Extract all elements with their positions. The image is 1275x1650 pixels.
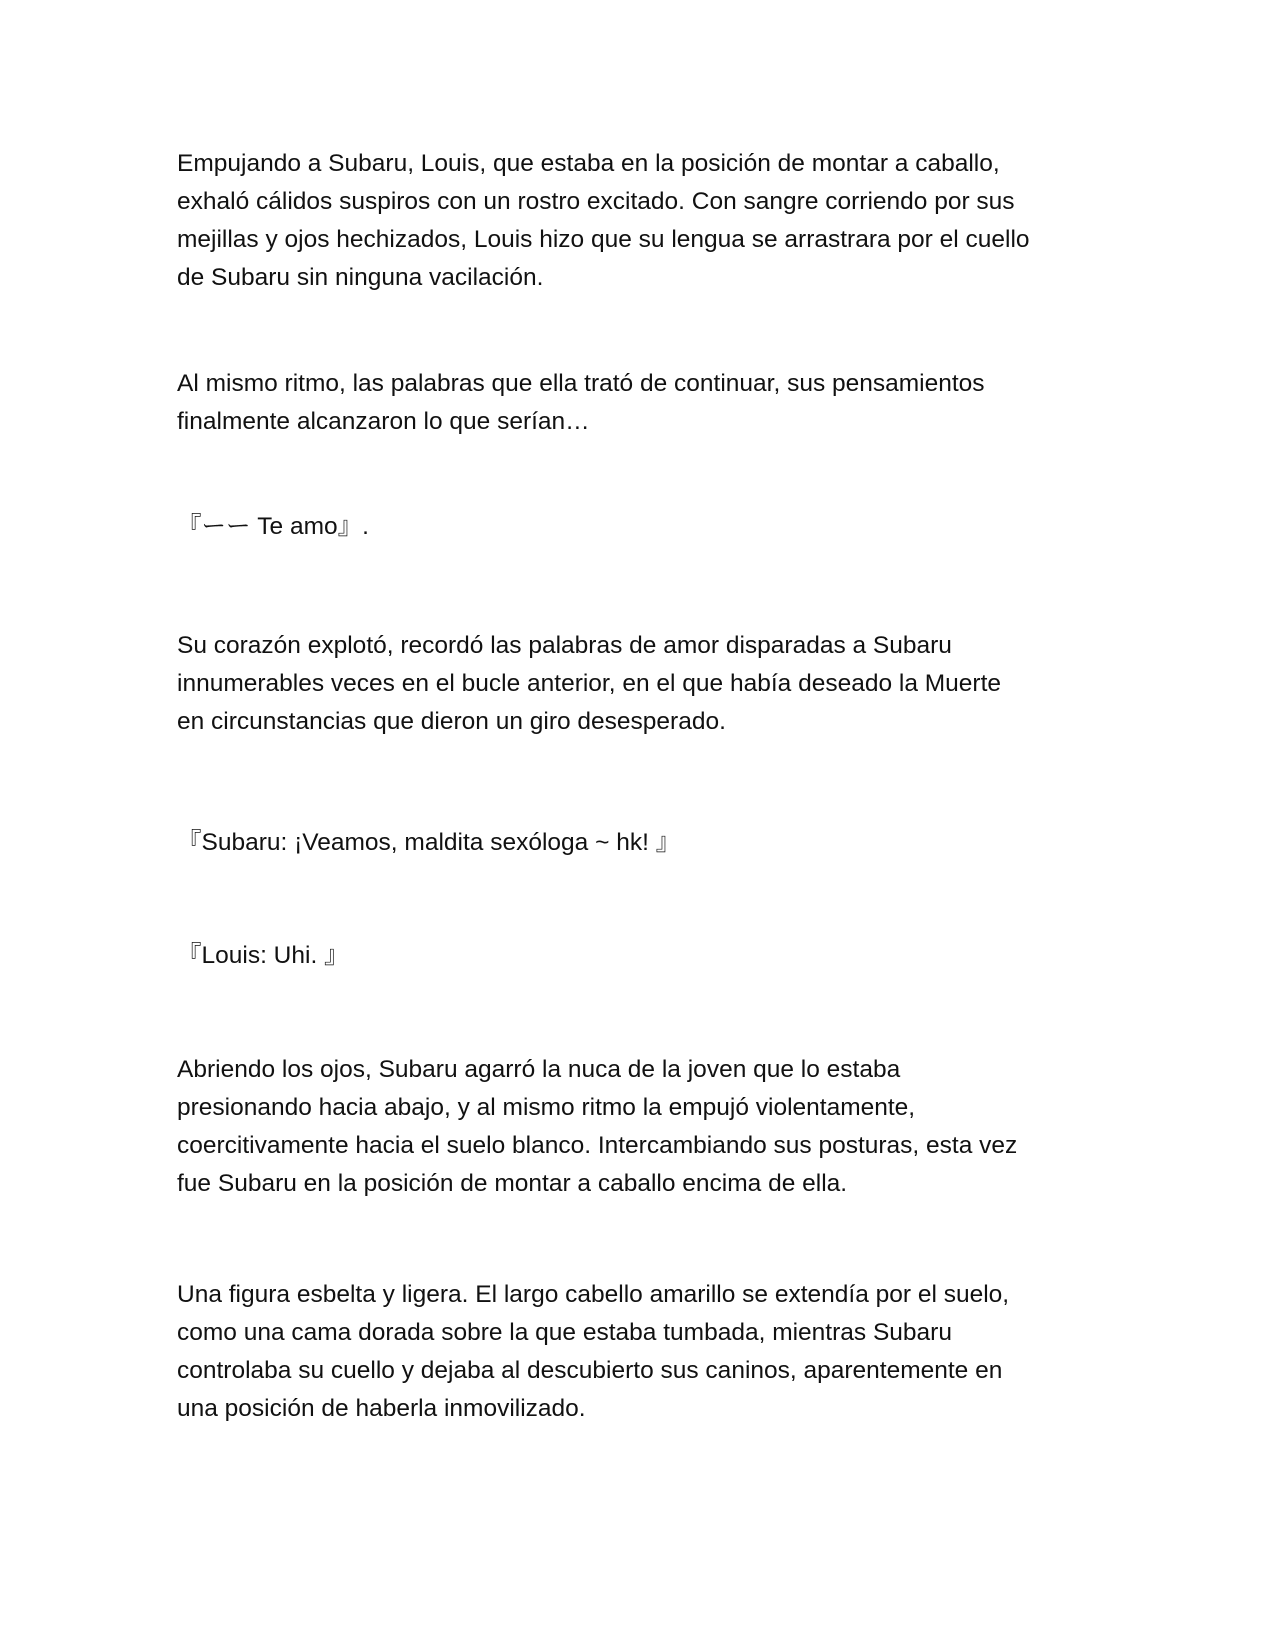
paragraph-line: como una cama dorada sobre la que estaba tumbada, mientras Subaru — [177, 1319, 952, 1346]
paragraph-line: Abriendo los ojos, Subaru agarró la nuca de la joven que lo estaba — [177, 1056, 901, 1083]
paragraph-line: una posición de haberla inmovilizado. — [177, 1395, 586, 1422]
paragraph-4 — [177, 1051, 1117, 1203]
dialogue-line: 『ーー Te amo』. — [177, 513, 369, 540]
paragraph-line: de Subaru sin ninguna vacilación. — [177, 264, 544, 291]
paragraph-line: controlaba su cuello y dejaba al descubierto sus caninos, aparentemente en — [177, 1357, 1003, 1384]
paragraph-line: Empujando a Subaru, Louis, que estaba en la posición de montar a caballo, — [177, 150, 1000, 177]
paragraph-line: coercitivamente hacia el suelo blanco. Intercambiando sus posturas, esta vez — [177, 1132, 1018, 1159]
paragraph-line: finalmente alcanzaron lo que serían… — [177, 408, 590, 435]
dialogue-te-amo — [177, 508, 1117, 546]
paragraph-line: innumerables veces en el bucle anterior, en el que había deseado la Muerte — [177, 670, 1002, 697]
paragraph-line: Su corazón explotó, recordó las palabras de amor disparadas a Subaru — [177, 632, 952, 659]
paragraph-line: en circunstancias que dieron un giro desesperado. — [177, 708, 726, 735]
paragraph-line: Al mismo ritmo, las palabras que ella trató de continuar, sus pensamientos — [177, 370, 985, 397]
dialogue-subaru — [177, 824, 1117, 862]
paragraph-3 — [177, 627, 1117, 741]
paragraph-line: mejillas y ojos hechizados, Louis hizo que su lengua se arrastrara por el cuello — [177, 226, 1030, 253]
paragraph-line: Una figura esbelta y ligera. El largo cabello amarillo se extendía por el suelo, — [177, 1281, 1010, 1308]
dialogue-louis — [177, 937, 1117, 975]
paragraph-2 — [177, 365, 1117, 441]
paragraph-5 — [177, 1276, 1117, 1428]
paragraph-1 — [177, 145, 1117, 297]
paragraph-line: fue Subaru en la posición de montar a caballo encima de ella. — [177, 1170, 848, 1197]
paragraph-line: exhaló cálidos suspiros con un rostro excitado. Con sangre corriendo por sus — [177, 188, 1015, 215]
paragraph-line: presionando hacia abajo, y al mismo ritmo la empujó violentamente, — [177, 1094, 916, 1121]
dialogue-line: 『Subaru: ¡Veamos, maldita sexóloga ~ hk! 』 — [177, 829, 681, 856]
dialogue-line: 『Louis: Uhi. 』 — [177, 942, 349, 969]
